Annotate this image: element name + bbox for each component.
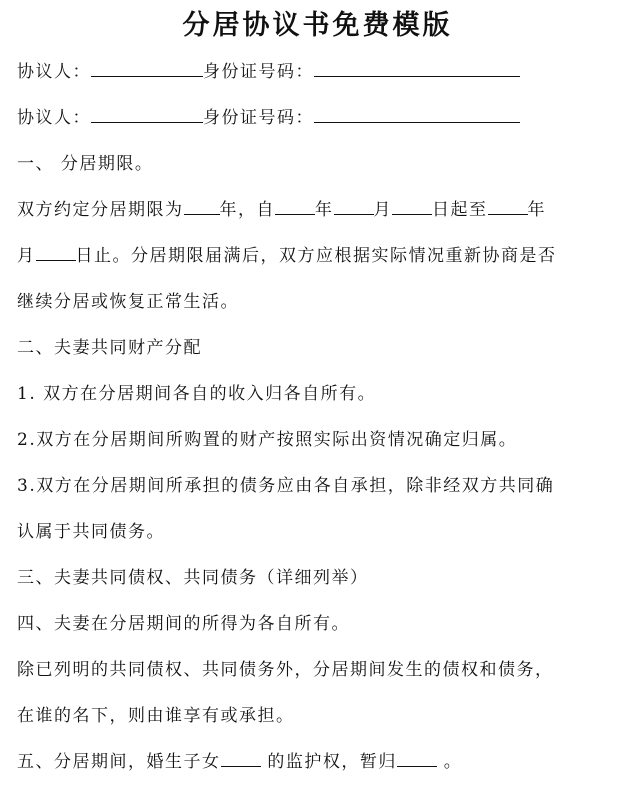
text-segment: 年	[527, 200, 546, 220]
section-4-line-1: 除已列明的共同债权、共同债务外，分居期间发生的债权和债务，	[17, 660, 554, 680]
party-2-row	[17, 104, 635, 132]
section-1-line-3: 继续分居或恢复正常生活。	[17, 292, 239, 312]
text-segment: 月	[17, 246, 36, 266]
section-5-line	[17, 748, 635, 776]
text-segment: 。	[436, 752, 463, 772]
start-day-blank[interactable]	[392, 196, 432, 215]
section-1-line-2	[17, 242, 635, 270]
section-1-heading: 一、 分居期限。	[17, 154, 154, 174]
child-name-blank[interactable]	[221, 748, 261, 767]
text-segment: 日起至	[432, 200, 488, 220]
party-name-blank[interactable]	[91, 104, 203, 123]
text-segment: 年	[315, 200, 334, 220]
text-segment: 日止。分居期限届满后，双方应根据实际情况重新协商是否	[75, 246, 557, 266]
id-number-label: 身份证号码：	[203, 62, 314, 82]
text-segment: 的监护权，暂归	[260, 752, 397, 772]
years-blank[interactable]	[184, 196, 220, 215]
section-2-item-3b: 认属于共同债务。	[17, 522, 165, 542]
section-2-item-3a: 3.双方在分居期间所承担的债务应由各自承担，除非经双方共同确	[17, 476, 555, 496]
id-number-label: 身份证号码：	[203, 108, 314, 128]
party-label: 协议人：	[17, 108, 91, 128]
text-segment: 五、分居期间，婚生子女	[17, 752, 221, 772]
id-number-blank[interactable]	[314, 104, 520, 123]
start-month-blank[interactable]	[334, 196, 374, 215]
end-day-blank[interactable]	[36, 242, 76, 261]
party-name-blank[interactable]	[91, 58, 203, 77]
party-1-row	[17, 58, 635, 86]
section-2-item-2: 2.双方在分居期间所购置的财产按照实际出资情况确定归属。	[17, 430, 518, 450]
document-title: 分居协议书免费模版	[182, 10, 453, 41]
section-2-heading: 二、夫妻共同财产分配	[17, 338, 202, 358]
section-3-heading: 三、夫妻共同债权、共同债务（详细列举）	[17, 568, 369, 588]
end-year-blank[interactable]	[488, 196, 528, 215]
section-1-line-1	[17, 196, 635, 224]
text-segment: 月	[373, 200, 392, 220]
text-segment: 双方约定分居期限为	[17, 200, 184, 220]
section-2-item-1: 1. 双方在分居期间各自的收入归各自所有。	[17, 384, 377, 404]
id-number-blank[interactable]	[314, 58, 520, 77]
section-4-line-2: 在谁的名下，则由谁享有或承担。	[17, 706, 295, 726]
party-label: 协议人：	[17, 62, 91, 82]
start-year-blank[interactable]	[275, 196, 315, 215]
guardian-blank[interactable]	[397, 748, 437, 767]
section-4-heading: 四、夫妻在分居期间的所得为各自所有。	[17, 614, 350, 634]
text-segment: 年，自	[219, 200, 275, 220]
